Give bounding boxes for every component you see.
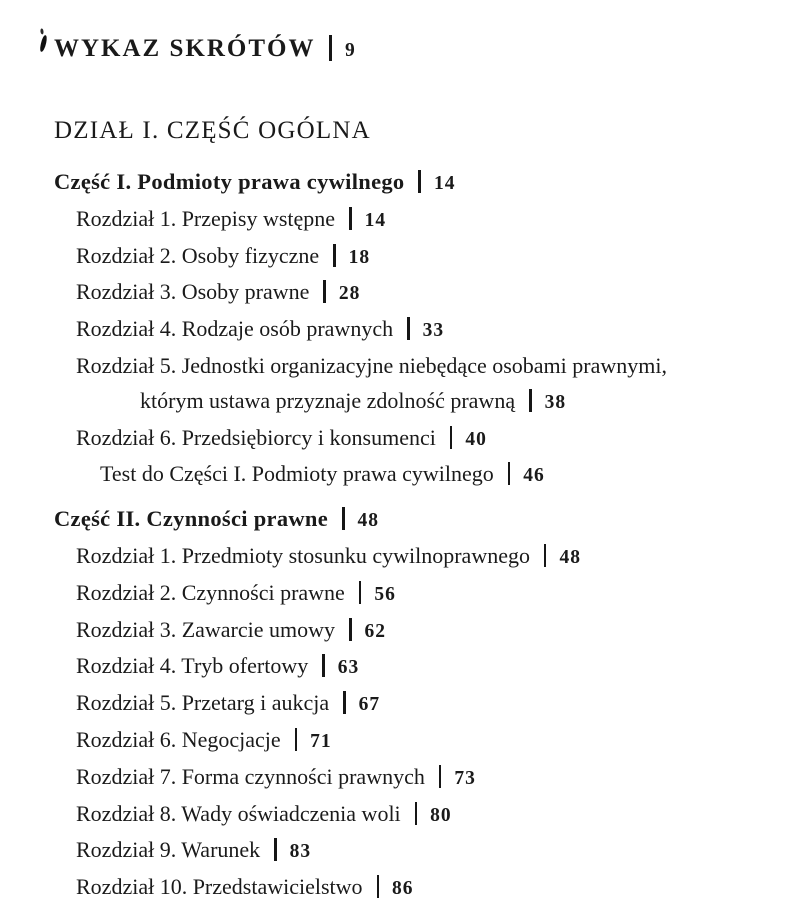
chapter-page-number: 18: [348, 246, 371, 268]
chapter-label: Rozdział 9. Warunek: [76, 837, 261, 863]
chapter-label: Rozdział 2. Osoby fizyczne: [76, 242, 320, 268]
chapter-page-number: 63: [337, 657, 360, 679]
page-separator: [349, 618, 352, 641]
division-title: DZIAŁ I. CZĘŚĆ OGÓLNA: [54, 117, 371, 144]
toc-part-1: [54, 165, 788, 494]
page-separator: [415, 802, 418, 825]
page-separator: [407, 317, 410, 340]
part-page-number: 48: [357, 510, 380, 532]
page-separator: [343, 691, 346, 714]
chapter-page-number: 80: [430, 804, 452, 826]
chapter-label: Rozdział 2. Czynności prawne: [76, 579, 345, 605]
page-separator: [295, 728, 298, 751]
chapter-label: Rozdział 1. Przepisy wstępne: [76, 205, 336, 231]
chapter-label: Rozdział 1. Przedmioty stosunku cywilnoprawnego: [76, 542, 530, 568]
chapter-page-number: 28: [338, 283, 361, 305]
part-page-number: 14: [433, 173, 456, 194]
chapter-label: Rozdział 10. Przedstawicielstwo: [76, 874, 363, 900]
chapter-entry: [54, 312, 788, 349]
chapter-page-number: 62: [364, 620, 387, 642]
chapter-entry: [54, 576, 788, 613]
page-separator: [529, 389, 532, 412]
chapter-label: Rozdział 6. Negocjacje: [76, 726, 281, 752]
page-separator: [544, 544, 547, 567]
chapter-label: Rozdział 3. Zawarcie umowy: [76, 616, 336, 642]
page-separator: [377, 875, 380, 898]
chapter-entry: [54, 539, 788, 576]
chapter-continuation: którym ustawa przyznaje zdolność prawną: [140, 387, 516, 413]
chapter-page-number: 33: [422, 320, 445, 342]
chapter-entry: [54, 833, 788, 870]
part-title: [54, 502, 788, 539]
page-separator: [329, 35, 332, 61]
chapter-page-number: 86: [392, 878, 414, 900]
test-label: Test do Części I. Podmioty prawa cywilnego: [100, 461, 494, 487]
page-separator: [322, 654, 325, 677]
chapter-label: Rozdział 3. Osoby prawne: [76, 279, 310, 305]
chapter-entry: [54, 421, 788, 458]
test-page-number: 46: [523, 465, 545, 487]
chapter-entry: [54, 686, 788, 723]
chapter-entry: [54, 202, 788, 239]
chapter-page-number: 38: [544, 391, 567, 413]
chapter-page-number: 48: [559, 546, 581, 568]
page-separator: [323, 280, 326, 303]
chapter-entry: [54, 797, 788, 834]
page-separator: [333, 244, 336, 267]
chapter-label: Rozdział 6. Przedsiębiorcy i konsumenci: [76, 424, 436, 450]
page-separator: [450, 426, 453, 449]
page-separator: [359, 581, 362, 604]
ink-speck: [39, 35, 47, 53]
chapter-entry: [54, 275, 788, 312]
page-separator: [349, 207, 352, 230]
chapter-entry-two-line: [54, 349, 788, 421]
chapter-page-number: 73: [454, 767, 476, 789]
chapter-entry: [54, 870, 788, 906]
chapter-page-number: 71: [310, 730, 332, 752]
toc-part-2: [54, 502, 788, 906]
chapter-entry: [54, 613, 788, 650]
chapter-label-line-2: [76, 384, 788, 421]
page-separator: [439, 765, 442, 788]
part-title-label: Część I. Podmioty prawa cywilnego: [54, 169, 405, 194]
chapter-label: Rozdział 8. Wady oświadczenia woli: [76, 800, 401, 826]
abbreviations-label: WYKAZ SKRÓTÓW: [54, 35, 316, 62]
chapter-entry: [54, 649, 788, 686]
chapter-label-line-1: Rozdział 5. Jednostki organizacyjne niebędące osobami prawnymi,: [76, 352, 667, 378]
part-test-entry: [54, 457, 788, 494]
chapter-label: Rozdział 7. Forma czynności prawnych: [76, 763, 425, 789]
abbreviations-page-number: 9: [344, 40, 356, 61]
page-separator: [342, 507, 345, 530]
chapter-label: Rozdział 4. Tryb ofertowy: [76, 653, 309, 679]
page-separator: [274, 838, 277, 861]
chapter-page-number: 14: [364, 209, 387, 231]
abbreviations-entry: [54, 34, 788, 65]
chapter-label: Rozdział 4. Rodzaje osób prawnych: [76, 316, 394, 342]
page-separator: [418, 170, 421, 193]
chapter-entry: [54, 723, 788, 760]
chapter-page-number: 67: [358, 694, 381, 716]
chapter-page-number: 56: [374, 583, 396, 605]
chapter-page-number: 40: [465, 428, 487, 450]
chapter-page-number: 83: [289, 841, 312, 863]
part-title-label: Część II. Czynności prawne: [54, 506, 329, 532]
chapter-label: Rozdział 5. Przetarg i aukcja: [76, 690, 330, 716]
part-title: [54, 165, 788, 202]
chapter-entry: [54, 760, 788, 797]
chapter-entry: [54, 239, 788, 276]
page-separator: [508, 462, 511, 485]
